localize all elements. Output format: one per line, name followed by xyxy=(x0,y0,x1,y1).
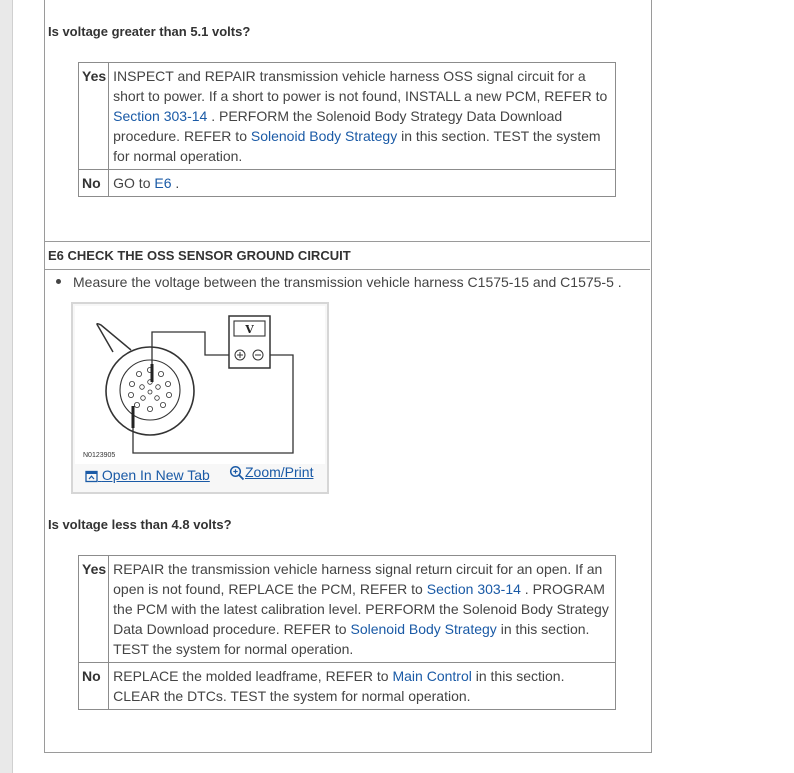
no-key: No xyxy=(79,663,109,710)
no-answer: REPLACE the molded leadframe, REFER to Main Control in this section. CLEAR the DTCs. TEST the system for normal operation. xyxy=(109,663,616,710)
bullet-icon xyxy=(56,279,61,284)
yes-answer: INSPECT and REPAIR transmission vehicle harness OSS signal circuit for a short to power. If a short to power is not found, INSTALL a new PCM, REFER to Section 303-14 . PERFORM the Solenoid Body Strategy Data Download procedure. REFER to Solenoid Body Strategy in this section. TEST the system for normal operation. xyxy=(109,63,616,170)
zoom-print-label: Zoom/Print xyxy=(245,464,314,480)
open-new-tab-icon xyxy=(85,470,98,483)
yes-answer: REPAIR the transmission vehicle harness signal return circuit for an open. If an open is not found, REPLACE the PCM, REFER to Section 303-14 . PROGRAM the PCM with the latest calibration level. PERFORM the Solenoid Body Strategy Data Download procedure. REFER to Solenoid Body Strategy in this section. TEST the system for normal operation. xyxy=(109,556,616,663)
table-row xyxy=(79,170,616,197)
yes-key: Yes xyxy=(79,556,109,663)
solenoid-body-strategy-link[interactable]: Solenoid Body Strategy xyxy=(250,128,398,144)
no-answer: GO to E6 . xyxy=(109,170,616,197)
question-voltage-greater: Is voltage greater than 5.1 volts? xyxy=(48,24,251,39)
figure-box xyxy=(71,302,329,494)
open-in-new-tab-button[interactable] xyxy=(85,467,210,483)
answer-table-2 xyxy=(78,555,616,710)
e6-link[interactable]: E6 xyxy=(154,175,172,191)
step-header xyxy=(44,241,650,270)
section-303-14-link[interactable]: Section 303-14 xyxy=(426,581,521,597)
step-title: E6 CHECK THE OSS SENSOR GROUND CIRCUIT xyxy=(48,248,351,263)
table-row xyxy=(79,63,616,170)
left-gutter xyxy=(0,0,13,773)
figure-caption: N0123905 xyxy=(83,452,116,459)
voltmeter-label: V xyxy=(245,323,254,336)
bullet-text: Measure the voltage between the transmission vehicle harness C1575-15 and C1575-5 . xyxy=(73,274,622,290)
solenoid-body-strategy-link[interactable]: Solenoid Body Strategy xyxy=(350,621,497,637)
zoom-print-button[interactable] xyxy=(229,464,313,481)
figure-image[interactable] xyxy=(75,306,325,464)
connector-tab xyxy=(97,324,131,352)
bullet-item xyxy=(56,274,622,290)
question-voltage-less: Is voltage less than 4.8 volts? xyxy=(48,517,232,532)
open-in-new-tab-label: Open In New Tab xyxy=(101,467,210,483)
connector-diagram xyxy=(75,306,325,464)
yes-key: Yes xyxy=(79,63,109,170)
table-row xyxy=(79,556,616,663)
zoom-icon xyxy=(229,465,245,481)
no-key: No xyxy=(79,170,109,197)
section-303-14-link[interactable]: Section 303-14 xyxy=(113,108,208,124)
answer-table-1 xyxy=(78,62,616,197)
main-control-link[interactable]: Main Control xyxy=(392,668,472,684)
table-row xyxy=(79,663,616,710)
